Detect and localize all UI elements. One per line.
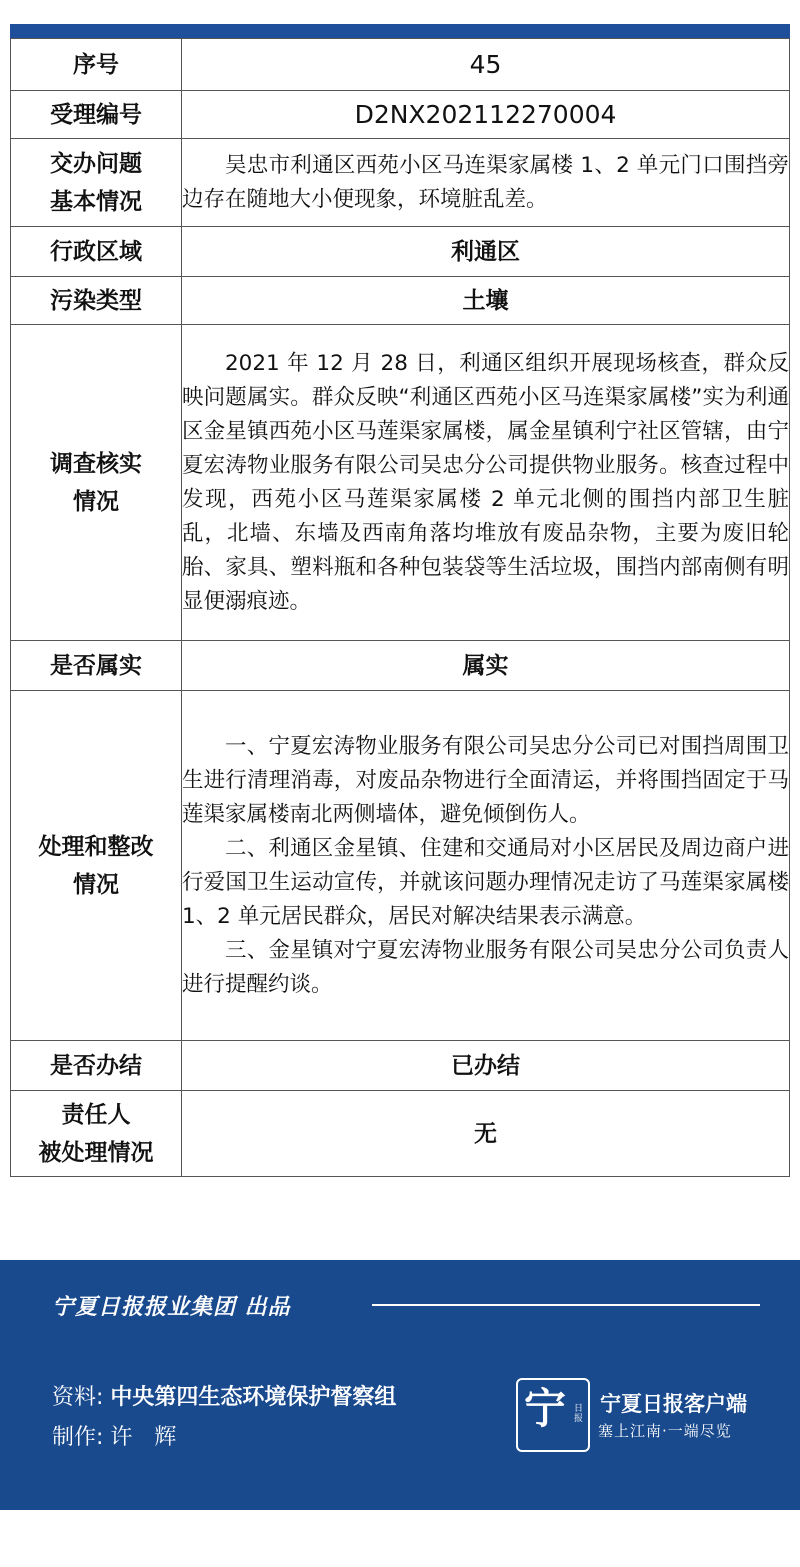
row-seq [11, 39, 790, 91]
problem-text: 吴忠市利通区西苑小区马连渠家属楼 1、2 单元门口围挡旁边存在随地大小便现象，环境脏乱差。 [182, 152, 789, 212]
producer-divider [372, 1304, 760, 1306]
rectification-para-3: 三、金星镇对宁夏宏涛物业服务有限公司吴忠分公司负责人进行提醒约谈。 [182, 937, 789, 997]
row-investigation [11, 325, 790, 641]
investigation-text: 2021 年 12 月 28 日，利通区组织开展现场核查，群众反映问题属实。群众反映“利通区西苑小区马连渠家属楼”实为利通区金星镇西苑小区马莲渠家属楼，属金星镇利宁社区管辖，由宁夏宏涛物业服务有限公司吴忠分公司提供物业服务。核查过程中发现，西苑小区马莲渠家属楼 2 单元北侧的围挡内部卫生脏乱，北墙、东墙及西南角落均堆放有废品杂物，主要为废旧轮胎、家具、塑料瓶和各种包装袋等生活垃圾，围挡内部南侧有明显便溺痕迹。 [182, 350, 789, 614]
row-rectification [11, 691, 790, 1041]
top-color-bar [10, 24, 790, 38]
label-case-no: 受理编号 [11, 91, 182, 139]
row-problem [11, 139, 790, 227]
value-closed: 已办结 [182, 1041, 790, 1091]
row-district [11, 227, 790, 277]
value-accountability: 无 [182, 1091, 790, 1177]
label-closed: 是否办结 [11, 1041, 182, 1091]
bottom-whitespace [0, 1510, 800, 1567]
author-label: 制作: [52, 1425, 111, 1450]
value-district: 利通区 [182, 227, 790, 277]
label-district: 行政区域 [11, 227, 182, 277]
row-closed [11, 1041, 790, 1091]
source-value: 中央第四生态环境保护督察组 [110, 1384, 397, 1410]
rectification-para-2: 二、利通区金星镇、住建和交通局对小区居民及周边商户进行爱国卫生运动宣传，并就该问题办理情况走访了马莲渠家属楼 1、2 单元居民群众，居民对解决结果表示满意。 [182, 835, 789, 929]
value-case-no: D2NX202112270004 [182, 91, 790, 139]
value-problem [182, 139, 790, 227]
case-table [10, 38, 790, 1177]
app-logo-icon [516, 1378, 590, 1452]
label-rectification: 处理和整改 情况 [11, 691, 182, 1041]
logo-mini-text: 日报 [574, 1404, 584, 1424]
app-name: 宁夏日报客户端 [600, 1392, 747, 1416]
producer-credit: 宁夏日报报业集团 出品 [52, 1295, 291, 1320]
row-accountability [11, 1091, 790, 1177]
app-slogan: 塞上江南·一端尽览 [598, 1422, 732, 1440]
rectification-para-1: 一、宁夏宏涛物业服务有限公司吴忠分公司已对围挡周围卫生进行清理消毒，对废品杂物进行全面清运，并将围挡固定于马莲渠家属楼南北两侧墙体，避免倾倒伤人。 [182, 733, 789, 827]
label-seq: 序号 [11, 39, 182, 91]
label-problem: 交办问题 基本情况 [11, 139, 182, 227]
logo-glyph: 宁 [524, 1384, 567, 1433]
author-credit [52, 1420, 176, 1451]
value-pollution: 土壤 [182, 277, 790, 325]
label-pollution: 污染类型 [11, 277, 182, 325]
value-verified: 属实 [182, 641, 790, 691]
row-case-no [11, 91, 790, 139]
source-credit [52, 1380, 396, 1411]
footer-banner [0, 1260, 800, 1510]
row-pollution [11, 277, 790, 325]
label-investigation: 调查核实 情况 [11, 325, 182, 641]
author-value: 许 辉 [110, 1425, 177, 1450]
source-label: 资料: [52, 1385, 111, 1410]
label-accountability: 责任人 被处理情况 [11, 1091, 182, 1177]
row-verified [11, 641, 790, 691]
value-seq: 45 [182, 39, 790, 91]
value-rectification [182, 691, 790, 1041]
value-investigation [182, 325, 790, 641]
label-verified: 是否属实 [11, 641, 182, 691]
